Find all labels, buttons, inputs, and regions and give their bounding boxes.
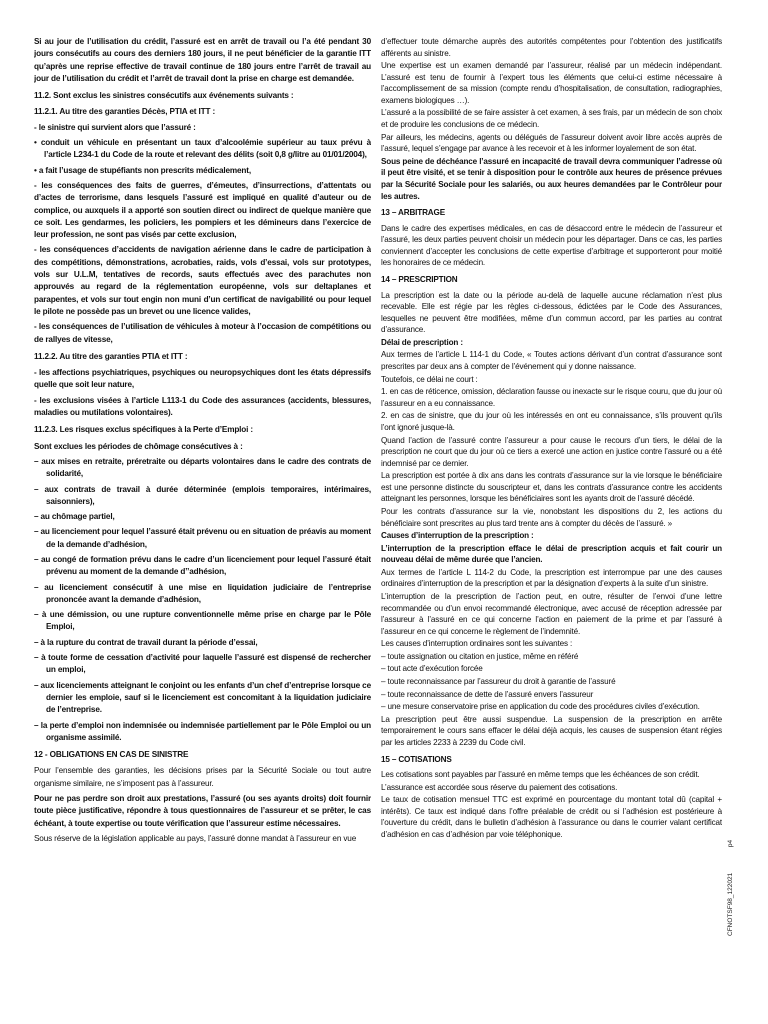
paragraph: L’assuré a la possibilité de se faire assister à cet examen, à ses frais, par un médecin de son choix et de produire les conclusions de ce médecin. xyxy=(381,108,722,130)
paragraph: Les cotisations sont payables par l’assuré en même temps que les échéances de son crédit. xyxy=(381,770,700,780)
exclusion-item: - les conséquences d’accidents de navigation aérienne dans le cadre de participation à des compétitions, démonstrations, acrobaties, raids, vols d’essai, vols sur prototypes, vols sur U.L.M, tentatives de records, sauts effectués avec des parachutes non approuvés au regard de la réglementation européenne, vols sur deltaplanes et parapentes, et vols sur tout engin non muni d’un certificat de navigabilité ou pour lequel le pilote ne possède pas un brevet ou une licence valides, xyxy=(34,245,371,316)
chomage-item: – aux licenciements atteignant le conjoint ou les enfants d’un chef d’entreprise lorsque ce dernier les emploie, sauf si le licenciement est concomitant à la liquidation judiciaire de l’entreprise. xyxy=(34,680,371,715)
exclusion-item: - les exclusions visées à l’article L113-1 du Code des assurances (accidents, blessures, maladies ou mutilations volontaires). xyxy=(34,395,371,418)
section-heading-14: 14 – PRESCRIPTION xyxy=(381,274,458,284)
bullet-item: • conduit un véhicule en présentant un taux d’alcoolémie supérieur au taux prévu à l’article L234-1 du Code de la route et relevant des délits (soit 0,8 g/litre au 01/01/2004), xyxy=(34,138,371,160)
paragraph: Sous réserve de la législation applicable au pays, l’assuré donne mandat à l’assureur en vue xyxy=(34,833,357,843)
cause-item: – tout acte d’exécution forcée xyxy=(381,664,483,674)
exclusion-item: - les conséquences des faits de guerres, d’émeutes, d’insurrections, d’attentats ou d’actes de terrorisme, dans lesquels l’assuré est impliqué en qualité d’auteur ou de complice, ou auxquels il a apporté son soutien direct ou indirect de quelque manière que ce soit. Les gendarmes, les policiers, les pompiers et les démineurs dans l’exercice de leur profession, ne sont pas visés par cette exclusion, xyxy=(34,180,371,240)
left-column xyxy=(34,36,371,1010)
section-heading-13: 13 – ARBITRAGE xyxy=(381,208,445,218)
chomage-item: – au licenciement pour lequel l’assuré était prévenu ou en situation de préavis au moment de la demande d’adhésion, xyxy=(34,527,371,549)
paragraph: Quand l’action de l’assuré contre l’assureur a pour cause le recours d’un tiers, le délai de la prescription ne court que du jour où ce tiers a exercé une action en justice contre l’assuré ou a été indemnisé par ce dernier. xyxy=(381,435,722,468)
paragraph: Toutefois, ce délai ne court : xyxy=(381,374,478,384)
cause-item: – toute assignation ou citation en justice, même en référé xyxy=(381,651,579,661)
right-column xyxy=(381,36,722,996)
chomage-item: – aux contrats de travail à durée déterminée (emplois temporaires, intérimaires, saisonniers), xyxy=(34,484,371,506)
page-number: p4 xyxy=(727,839,734,848)
document-code: CFNOTSF98_122021 xyxy=(727,872,734,936)
chomage-item: – au chômage partiel, xyxy=(34,512,115,522)
exclusion-item: - le sinistre qui survient alors que l’assuré : xyxy=(34,122,196,132)
intro-paragraph: Si au jour de l’utilisation du crédit, l’assuré est en arrêt de travail ou l’a été pendant 30 jours consécutifs au cours des derniers 180 jours, il ne peut bénéficier de la garantie ITT qu’après une reprise effective de travail continue de 180 jours entre l’arrêt de travail au jour de l’utilisation du crédit et l’arrêt de travail dont la prise en charge est demandée. xyxy=(34,37,371,83)
paragraph-bold: Sous peine de déchéance l’assuré en incapacité de travail devra communiquer l’adresse où il peut être visité, et se tenir à disposition pour le contrôle aux heures de présence prévues par la Sécurité Sociale pour les salariés, ou aux heures demandées par le Contrôleur pour les autres. xyxy=(381,156,722,201)
chomage-item: – au licenciement consécutif à une mise en liquidation judiciaire de l’entreprise prononcée avant la demande d’adhésion, xyxy=(34,582,371,604)
paragraph-bold: Pour ne pas perdre son droit aux prestations, l’assuré (ou ses ayants droits) doit fournir toute pièce justificative, répondre à tous questionnaires de l’assureur et se prêter, le cas échéant, à toute expertise ou toute vérification que l’assureur estime nécessaires. xyxy=(34,794,371,828)
chomage-item: – aux mises en retraite, préretraite ou départs volontaires dans le cadre des contrats de solidarité, xyxy=(34,456,371,479)
chomage-intro: Sont exclues les périodes de chômage consécutives à : xyxy=(34,441,243,451)
paragraph: Pour les contrats d’assurance sur la vie, nonobstant les dispositions du 2, les actions du bénéficiaire sont prescrites au plus tard trente ans à compter du décès de l’assuré. » xyxy=(381,506,722,528)
chomage-item: – la perte d’emploi non indemnisée ou indemnisée partiellement par le Pôle Emploi ou un organisme assimilé. xyxy=(34,720,371,742)
paragraph: La prescription peut être aussi suspendue. La suspension de la prescription en arrête temporairement le cours sans effacer le délai déjà acquis, les causes de suspension étant régies par les articles 2233 à 2239 du Code civil. xyxy=(381,714,722,747)
paragraph: Une expertise est un examen demandé par l’assureur, réalisé par un médecin indépendant. L’assuré est tenu de fournir à l’expert tous les éléments que celui-ci estime nécessaire à l’accomplissement de sa mission (compte rendu d’hospitalisation, de consultation, radiographies, examens biologiques …). xyxy=(381,61,722,105)
paragraph: Aux termes de l’article L 114-1 du Code, « Toutes actions dérivant d’un contrat d’assurance sont prescrites par deux ans à compter de l’événement qui y donne naissance. xyxy=(381,350,722,372)
exclusion-item: - les conséquences de l’utilisation de véhicules à moteur à l’occasion de compétitions ou de rallyes de vitesse, xyxy=(34,322,371,344)
exclusion-item: - les affections psychiatriques, psychiques ou neuropsychiques dont les états dépressifs quelle que soit leur nature, xyxy=(34,368,371,390)
subheading-delai: Délai de prescription : xyxy=(381,337,463,347)
paragraph: Le taux de cotisation mensuel TTC est exprimé en pourcentage du montant total dû (capital + intérêts). Ce taux est indiqué dans l’offre préalable de crédit ou si l’adhésion est postérieure à l’ouverture du crédit, dans le bulletin d’adhésion à l’assurance ou dans le courrier valant certificat d’adhésion en cas d’adhésion par voie téléphonique. xyxy=(381,795,722,839)
paragraph: Les causes d’interruption ordinaires sont les suivantes : xyxy=(381,639,573,649)
paragraph: Dans le cadre des expertises médicales, en cas de désaccord entre le médecin de l’assureur et l’assuré, les deux parties peuvent choisir un médecin pour les départager. Dans ce cas, les parties conviennent d’accepter les conclusions de cette expertise d’arbitrage et supporteront pour moitié les honoraires de ce médecin. xyxy=(381,223,722,268)
paragraph: 2. en cas de sinistre, que du jour où les intéressés en ont eu connaissance, s’ils prouvent qu’ils l’ont ignoré jusque-là. xyxy=(381,411,722,432)
subsection-heading-11-2-3: 11.2.3. Les risques exclus spécifiques à la Perte d’Emploi : xyxy=(34,425,253,435)
paragraph: 1. en cas de réticence, omission, déclaration fausse ou inexacte sur le risque couru, que du jour où l’assureur en a eu connaissance. xyxy=(381,387,722,408)
cause-item: – toute reconnaissance de dette de l’assuré envers l’assureur xyxy=(381,689,594,699)
subheading-causes: Causes d’interruption de la prescription : xyxy=(381,531,534,541)
cause-item: – toute reconnaissance par l’assureur du droit à garantie de l’assuré xyxy=(381,677,616,687)
chomage-item: – à la rupture du contrat de travail durant la période d’essai, xyxy=(34,637,258,647)
cause-item: – une mesure conservatoire prise en application du code des procédures civiles d’exécution. xyxy=(381,702,700,712)
bullet-item: • a fait l’usage de stupéfiants non prescrits médicalement, xyxy=(34,165,251,175)
paragraph: La prescription est la date ou la période au-delà de laquelle aucune réclamation n’est plus recevable. Elle est régie par les règles ci-dessous, édictées par le Code des Assurances, lesquelles ne peuvent être modifiées, même d’un commun accord, par les parties au contrat d’assurance. xyxy=(381,290,722,335)
paragraph: Par ailleurs, les médecins, agents ou délégués de l’assureur doivent avoir libre accès auprès de l’assuré, lequel s’engage par avance à les recevoir et à les informer loyalement de son état. xyxy=(381,132,722,154)
chomage-item: – à toute forme de cessation d’activité pour laquelle l’assuré est dispensé de rechercher un emploi, xyxy=(34,653,371,675)
subsection-heading-11-2-1: 11.2.1. Au titre des garanties Décès, PTIA et ITT : xyxy=(34,107,216,117)
section-heading-11-2: 11.2. Sont exclus les sinistres consécutifs aux événements suivants : xyxy=(34,91,294,101)
document-reference xyxy=(727,839,737,936)
paragraph: La prescription est portée à dix ans dans les contrats d’assurance sur la vie lorsque le bénéficiaire est une personne distincte du souscripteur et, dans les contrats d’assurance contre les accidents atteignant les personnes, lorsque les bénéficiaires sont les ayants droit de l’assuré décédé. xyxy=(381,471,722,504)
paragraph: Aux termes de l’article L 114-2 du Code, la prescription est interrompue par une des causes ordinaires d’interruption de la prescription et par la désignation d’experts à la suite d’un sinistre. xyxy=(381,567,722,589)
subsection-heading-11-2-2: 11.2.2. Au titre des garanties PTIA et ITT : xyxy=(34,351,188,361)
section-heading-12: 12 - OBLIGATIONS EN CAS DE SINISTRE xyxy=(34,750,189,760)
paragraph: L’assurance est accordée sous réserve du paiement des cotisations. xyxy=(381,782,618,792)
paragraph-bold: L’interruption de la prescription efface le délai de prescription acquis et fait courir un nouveau délai de même durée que l’ancien. xyxy=(381,543,722,565)
paragraph: Pour l’ensemble des garanties, les décisions prises par la Sécurité Sociale ou tout autre organisme similaire, ne s’imposent pas à l’assureur. xyxy=(34,766,371,788)
section-heading-15: 15 – COTISATIONS xyxy=(381,754,452,764)
paragraph: d’effectuer toute démarche auprès des autorités compétentes pour l’obtention des justificatifs afférents au sinistre. xyxy=(381,37,722,58)
chomage-item: – à une démission, ou une rupture conventionnelle même prise en charge par le Pôle Emploi, xyxy=(34,610,371,632)
chomage-item: – au congé de formation prévu dans le cadre d’un licenciement pour lequel l’assuré était prévenu au moment de la demande d’’adhésion, xyxy=(34,554,371,577)
paragraph: L’interruption de la prescription de l’action peut, en outre, résulter de l’envoi d’une lettre recommandée ou d’un envoi recommandé électronique, avec accusé de réception adressée par l’assureur à l’assuré en ce qui concerne l’action en paiement de la prime et par l’assuré à l’assureur en ce qui concerne le règlement de l’indemnité. xyxy=(381,592,722,636)
